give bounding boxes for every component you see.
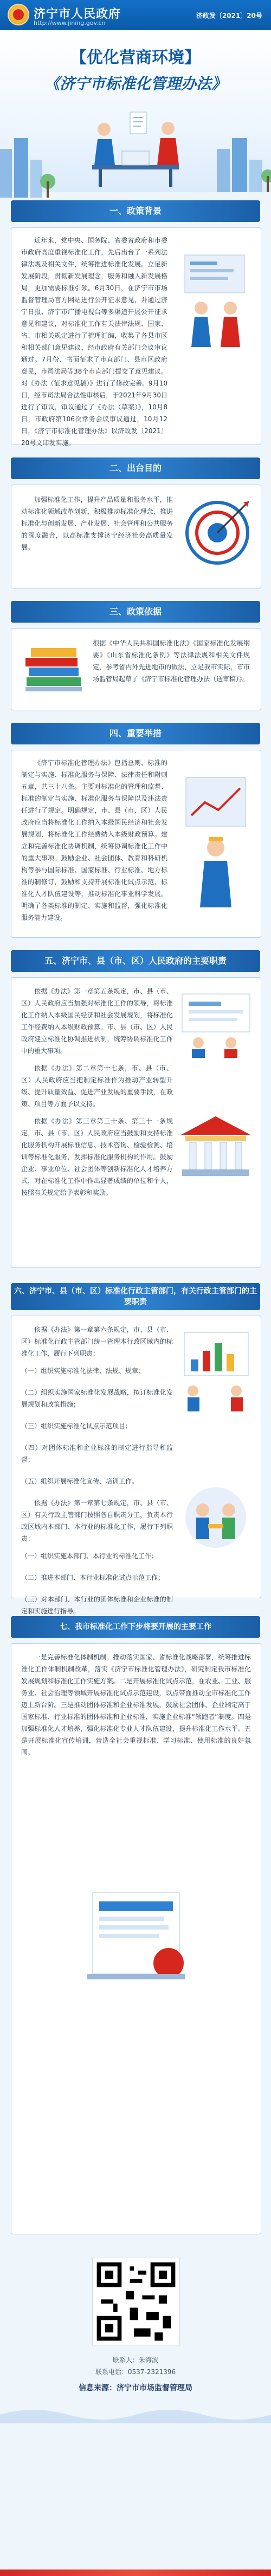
section-4-card — [11, 750, 261, 938]
section-6-title: 六、济宁市、县（市、区）标准化行政主管部门，有关行政主管部门的主要职责 — [14, 1287, 257, 1306]
section-1-card — [11, 227, 261, 445]
section-7-title: 七、我市标准化工作下步将要开展的主要工作 — [60, 1623, 211, 1631]
section-6-item-5: （五）组织开展标准化宣传、培训工作。 — [21, 1477, 139, 1485]
section-6-card — [11, 1316, 261, 1615]
section-5-card — [11, 977, 261, 1268]
section-3-books-illustration — [21, 639, 86, 699]
section-5-meeting-illustration — [177, 989, 255, 1059]
section-6-item-3: （三）组织实施标准化试点示范项目； — [21, 1422, 132, 1430]
section-5-text — [21, 985, 173, 1204]
footer-red-bar — [0, 2570, 271, 2576]
footer-phone: 联系电话：0537-2321396 — [95, 2368, 176, 2376]
section-7-text — [21, 1651, 251, 1764]
section-6-item-2: （二）组织实施国家标准化发展战略，拟订标准化发展规划和政策措施； — [21, 1389, 173, 1408]
hero-city-right-illustration — [211, 122, 271, 192]
section-6-presentation-illustration — [177, 1327, 255, 1414]
section-5-header — [11, 950, 260, 972]
hero-meeting-illustration — [70, 101, 201, 188]
section-3-document-item: 根据《中华人民共和国标准化法》《国家标准化发展纲要》《山东省标准化条例》等法律法规和相关文件规定，参考省内外先进地市的做法，立足我市实际，市市场监管局起草了《济宁市标准化管理办法（送审稿）》。 — [93, 639, 250, 683]
hero-title: 【优化营商环境】 — [70, 48, 201, 67]
section-7-paragraph: 一是完善标准化体制机制。推动落实国家、省标准化战略部署，统筹推进标准化工作体制机制改革，落实《济宁市标准化管理办法》，研究制定我市标准化发展规划和标准化工作实施方案。二是开展标准化试点示范，在农业、工业、服务业、社会治理等领域开展标准化试点示范建设，以点带面推动全市标准化工作迈上新台阶。三是推动团体标准和企业标准发展，鼓励社会团体、企业制定高于国家标准、行业标准的团体标准和企业标准，实施企业标准“领跑者”制度。四是加强标准化人才培养，强化标准化专业人才队伍建设，提升标准化工作水平。五是开展标准化宣传培训，营造全社会重视标准、学习标准、使用标准的良好氛围。 — [21, 1653, 251, 1756]
section-5-paragraph-2: 依据《办法》第二章第十七条，市、县（市、区）人民政府应当把制定标准作为推动产业转型升级、提升质量效益、促进产业发展的重要手段，在政策、项目等方面予以支持。 — [21, 1064, 173, 1108]
hero-banner — [0, 30, 271, 192]
section-4-paragraph: 《济宁市标准化管理办法》包括总则、标准的制定与实施、标准化服务与保障、法律责任和附则五章，共三十八条。主要对标准化的管理和监督、标准的制定与实施、标准化服务与保障以及违法责任进行了规定。明确规定，市、县（市、区）人民政府应当将标准化工作纳入本级国民经济和社会发展规划，将标准化工作经费纳入本级财政预算。建立和完善标准化协调机制，统筹协调标准化工作中的重大事项。鼓励企业、社会团体、教育和科研机构等参与国际标准、国家标准、行业标准、地方标准的制修订，鼓励和支持开展标准化试点示范、标准化人才队伍建设等，推动标准化事业科学发展。明确了各类标准的制定、实施和监督，强化标准化服务能力建设。 — [21, 759, 167, 921]
section-1-text — [21, 234, 167, 454]
section-6-item-4: （四）对团体标准和企业标准的制定进行指导和监督； — [21, 1444, 173, 1463]
section-2-title: 二、出台目的 — [109, 463, 162, 473]
hero-city-left-illustration — [0, 116, 60, 198]
section-4-header — [11, 723, 260, 744]
gov-url[interactable]: http://www.jining.gov.cn — [34, 19, 106, 27]
section-5-building-illustration — [177, 1113, 255, 1178]
footer-source: 信息来源：济宁市市场监督管理局 — [79, 2384, 192, 2392]
section-6-item-6: （一）组织实施本部门、本行业的标准化工作； — [21, 1552, 158, 1560]
footer-qr-code[interactable] — [92, 2258, 180, 2345]
section-6-paragraph-2: 依据《办法》第一章第七条规定，市、县（市、区）有关行政主管部门按照各自职责分工，负责本行政区域内本部门、本行业的标准化工作，履行下列职责： — [21, 1499, 173, 1542]
section-6-text — [21, 1324, 173, 1627]
gov-emblem-icon — [8, 4, 29, 25]
section-4-text — [21, 757, 167, 929]
section-4-worker-illustration — [175, 772, 256, 913]
hero-subtitle: 《济宁市标准化管理办法》 — [44, 75, 227, 93]
section-2-text — [21, 494, 173, 559]
footer-contact: 联系人：朱海波 — [112, 2356, 158, 2364]
section-1-title: 一、政策背景 — [109, 206, 162, 216]
section-1-header — [11, 200, 260, 222]
section-1-people-illustration — [174, 244, 255, 352]
section-2-header — [11, 457, 260, 479]
section-2-paragraph: 加强标准化工作，提升产品质量和服务水平，推动标准化领域改革创新，积极推动标准化理念，推进标准化与创新发展、产业发展、社会管理和公共服务的深度融合，以高标准支撑济宁经济社会高质量发展。 — [21, 496, 173, 551]
issue-number: 济政发〔2021〕20号 — [196, 12, 262, 19]
section-5-title: 五、济宁市、县（市、区）人民政府的主要职责 — [44, 956, 227, 966]
section-6-paragraph-1: 依据《办法》第一章第六条规定，市、县（市、区）标准化行政主管部门统一管理本行政区域内的标准化工作，履行下列职责： — [21, 1326, 173, 1357]
section-5-paragraph-3: 依据《办法》第三章第三十条、第三十一条规定，市、县（市、区）人民政府应当鼓励和支持标准化服务机构开展标准信息、技术咨询、检验检测、培训等标准化服务，发挥标准化服务机构的作用。鼓励企业、事业单位、社会团体等创新标准化人才培养方式，对在标准化工作中作出显著成绩的单位和个人，按照有关规定给予表彰和奖励。 — [21, 1117, 173, 1197]
section-6-item-1: （一）组织实施标准化法律、法规、规章； — [21, 1367, 145, 1375]
section-3-header — [11, 601, 260, 623]
section-1-paragraph: 近年来，党中央、国务院、省委省政府和市委市政府高度重视标准化工作，先后出台了一系列法律法规及相关文件，统筹推进标准化发展。立足新发展阶段，贯彻新发展理念，服务和融入新发展格局，更加需要标准引领。6月30日，在济宁市市场监督管理局官方网站进行公开征求意见，并通过济宁日报、济宁市广播电视台等多渠道开展公开征求意见和建议，对标准化工作有关法律法规、国家、省、市相关规定进行了梳理汇编，收集了各县市区和相关部门意见建议，经市政府有关部门会议审议通过。7月份、书面征求了市直部门、县市区政府意见，市司法局等38个市直部门提交了意见建议。对《办法（征求意见稿）》进行了修改完善。9月10日，经市司法局合法性审核后，于2021年9月30日进行了审议，审议通过了《办法（草案）》，10月8日，市政府第106次常务会议审议通过，10月12日，《济宁市标准化管理办法》以济政发〔2021〕20号文印发实施。 — [21, 237, 167, 447]
section-2-target-illustration — [179, 495, 255, 576]
section-5-paragraph-1: 依据《办法》第一章第五条规定，市、县（市、区）人民政府应当加强对标准化工作的领导，将标准化工作纳入本级国民经济和社会发展规划，将标准化工作经费纳入本级财政预算。市、县（市、区）人民政府建立标准化协调推进机制，统筹协调标准化工作中的重大事项。 — [21, 988, 173, 1055]
section-6-item-8: （三）对本部门、本行业的团体标准和企业标准的制定和实施进行指导。 — [21, 1596, 173, 1615]
section-3-card — [11, 628, 261, 710]
section-2-card — [11, 485, 261, 589]
section-6-item-7: （二）推进本部门、本行业标准化试点示范工作； — [21, 1574, 165, 1581]
section-3-title: 三、政策依据 — [109, 606, 162, 617]
qr-code-icon — [93, 2258, 179, 2345]
section-7-card — [11, 1643, 261, 2234]
section-7-book-illustration — [71, 1871, 201, 1990]
section-6-teamwork-illustration — [177, 1479, 255, 1565]
section-7-header — [11, 1616, 260, 1638]
footer-wave-decoration — [0, 2404, 271, 2423]
header-bar — [0, 0, 271, 30]
section-3-text — [93, 637, 250, 688]
section-4-title: 四、重要举措 — [109, 728, 162, 738]
section-6-header — [11, 1283, 260, 1310]
gov-name: 济宁市人民政府 — [34, 8, 121, 21]
